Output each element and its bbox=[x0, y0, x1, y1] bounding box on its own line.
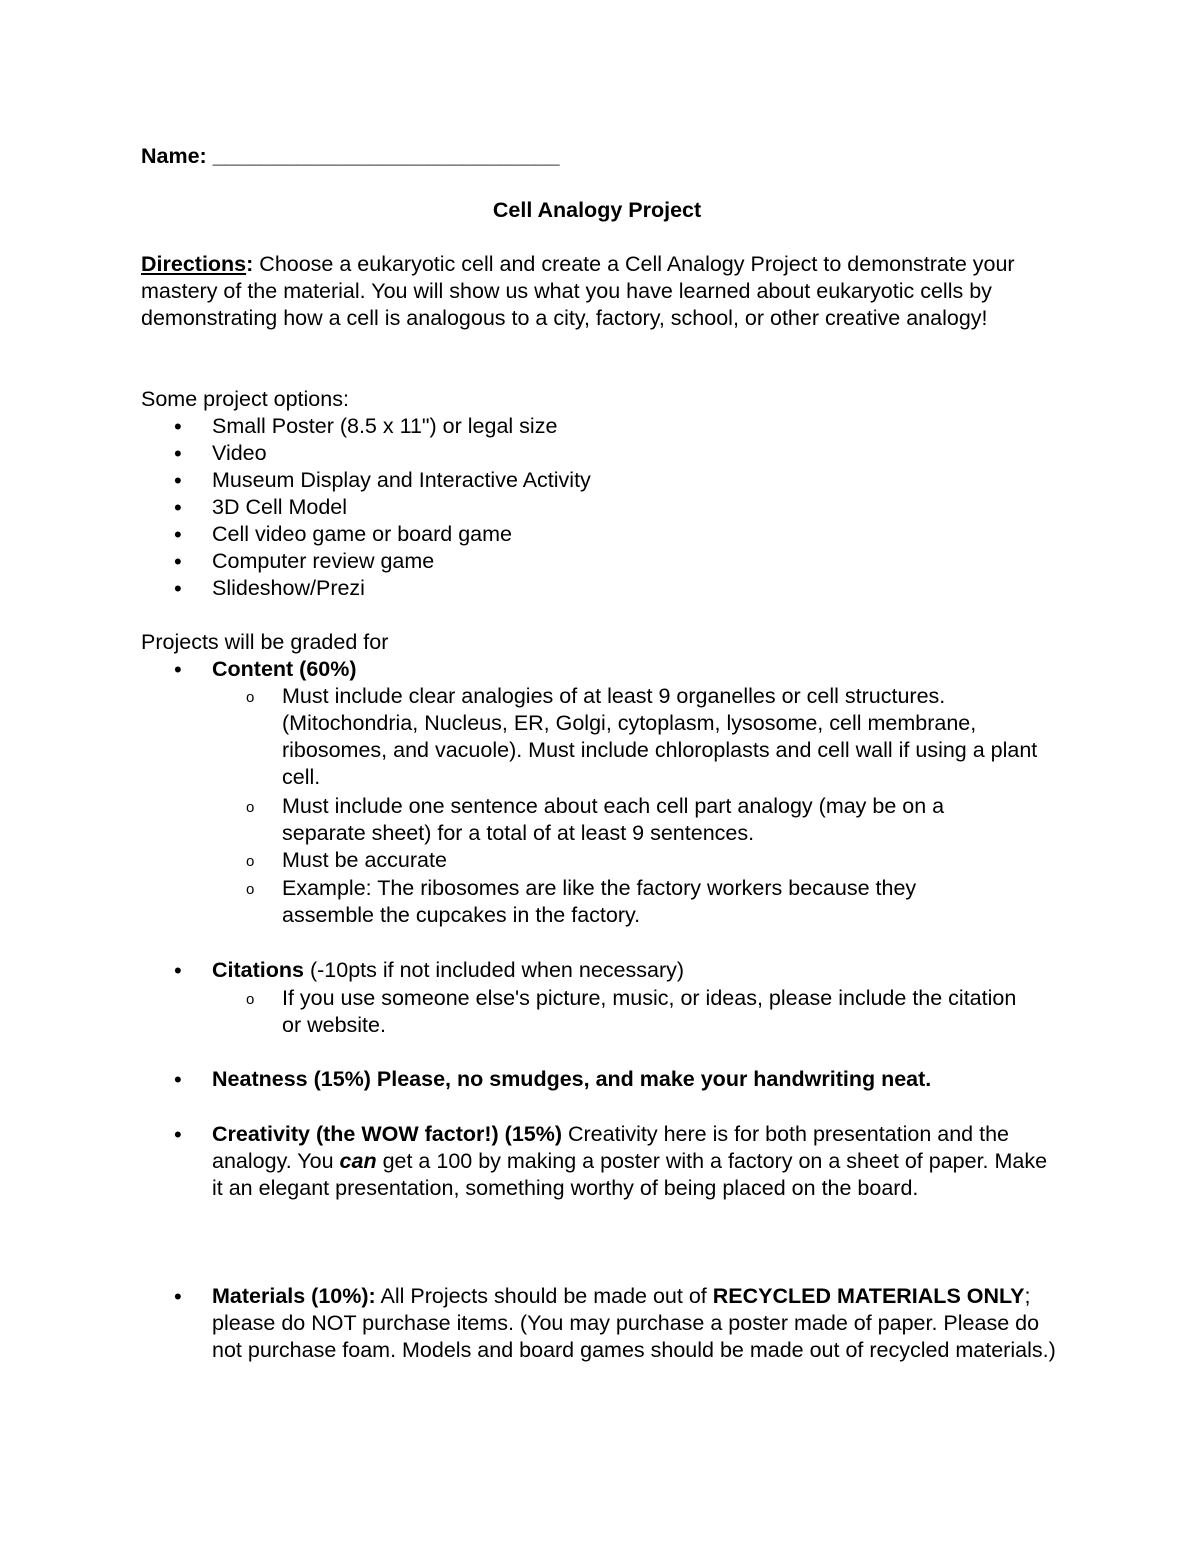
citations-text: (-10pts if not included when necessary) bbox=[303, 958, 685, 982]
directions-colon: : bbox=[246, 252, 254, 276]
list-item: Computer review game bbox=[212, 549, 435, 573]
directions-paragraph bbox=[141, 251, 1066, 332]
creativity-text-2: get a 100 by making a poster with a factory on a sheet of paper. Make it an elegant presentation, something worthy of being placed on the board. bbox=[212, 1149, 1048, 1200]
list-item: Video bbox=[212, 441, 267, 465]
bullet-icon: • bbox=[174, 576, 182, 601]
content-subitem: Must include clear analogies of at least 9 organelles or cell structures. (Mitochondria, Nucleus, ER, Golgi, cytoplasm, lysosome, cell membrane, ribosomes, and vacuole). Must include chloroplasts and cell wall if using a plant cell. bbox=[282, 684, 1038, 789]
creativity-emphasis: can bbox=[339, 1149, 377, 1173]
bullet-icon: • bbox=[174, 958, 182, 983]
directions-text: Choose a eukaryotic cell and create a Cell Analogy Project to demonstrate your mastery of the material. You will show us what you have learned about eukaryotic cells by demonstrating how a cell is analogous to a city, factory, school, or other creative analogy! bbox=[141, 252, 1015, 330]
sub-bullet-icon: o bbox=[246, 799, 255, 816]
materials-text-2: ; please do NOT purchase items. (You may purchase a poster made of paper. Please do not purchase foam. Models and board games should be made out of recycled materials.) bbox=[212, 1284, 1056, 1362]
bullet-icon: • bbox=[174, 522, 182, 547]
content-subitem: Must include one sentence about each cell part analogy (may be on a separate sheet) for a total of at least 9 sentences. bbox=[282, 794, 945, 845]
content-subitem: Example: The ribosomes are like the factory workers because they assemble the cupcakes in the factory. bbox=[282, 876, 917, 927]
bullet-icon: • bbox=[174, 468, 182, 493]
sub-bullet-icon: o bbox=[246, 689, 255, 706]
materials-text-1: All Projects should be made out of bbox=[375, 1284, 713, 1308]
name-label: Name: bbox=[141, 144, 207, 168]
citations-criterion bbox=[212, 957, 1072, 984]
bullet-icon: • bbox=[174, 549, 182, 574]
list-item: Cell video game or board game bbox=[212, 522, 512, 546]
name-field[interactable] bbox=[141, 143, 559, 170]
citations-label: Citations bbox=[212, 958, 304, 982]
sub-bullet-icon: o bbox=[246, 881, 255, 898]
citations-subitem: If you use someone else's picture, music, or ideas, please include the citation or website. bbox=[282, 986, 1017, 1037]
creativity-criterion bbox=[212, 1121, 1062, 1202]
name-blank-line: _____________________________ bbox=[212, 144, 560, 168]
bullet-icon: • bbox=[174, 495, 182, 520]
page-title: Cell Analogy Project bbox=[492, 198, 702, 222]
bullet-icon: • bbox=[174, 657, 182, 682]
creativity-text-1: Creativity here is for both presentation and the analogy. You bbox=[212, 1122, 1009, 1173]
list-item: Museum Display and Interactive Activity bbox=[212, 468, 591, 492]
directions-label: Directions bbox=[141, 252, 247, 276]
bullet-icon: • bbox=[174, 414, 182, 439]
sub-bullet-icon: o bbox=[246, 853, 255, 870]
grading-heading: Projects will be graded for bbox=[141, 630, 389, 654]
options-heading: Some project options: bbox=[141, 387, 349, 411]
materials-label: Materials (10%): bbox=[212, 1284, 376, 1308]
creativity-label: Creativity (the WOW factor!) (15%) bbox=[212, 1122, 563, 1146]
list-item: Small Poster (8.5 x 11") or legal size bbox=[212, 414, 558, 438]
bullet-icon: • bbox=[174, 1122, 182, 1147]
sub-bullet-icon: o bbox=[246, 991, 255, 1008]
bullet-icon: • bbox=[174, 441, 182, 466]
neatness-criterion: Neatness (15%) Please, no smudges, and make your handwriting neat. bbox=[212, 1067, 932, 1091]
list-item: Slideshow/Prezi bbox=[212, 576, 365, 600]
content-criterion: Content (60%) bbox=[212, 657, 357, 681]
content-subitem: Must be accurate bbox=[282, 848, 447, 872]
materials-emphasis: RECYCLED MATERIALS ONLY bbox=[712, 1284, 1025, 1308]
list-item: 3D Cell Model bbox=[212, 495, 348, 519]
bullet-icon: • bbox=[174, 1067, 182, 1092]
bullet-icon: • bbox=[174, 1284, 182, 1309]
materials-criterion bbox=[212, 1283, 1067, 1364]
